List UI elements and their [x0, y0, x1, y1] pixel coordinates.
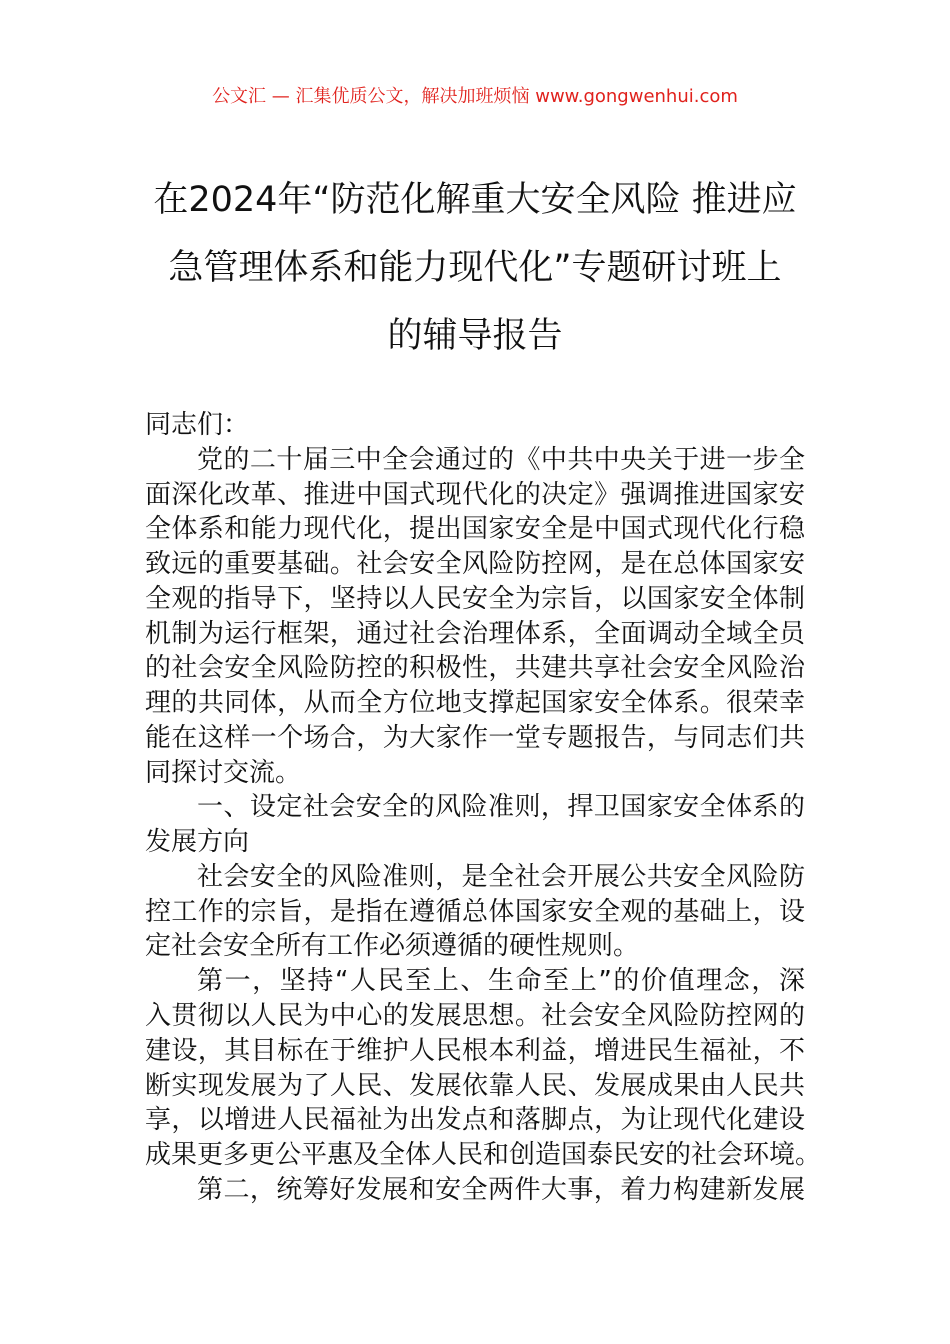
- paragraph: [145, 1173, 805, 1208]
- text-line: 入贯彻以人民为中心的发展思想。社会安全风险防控网的: [145, 1001, 805, 1032]
- text-line: 同探讨交流。: [145, 757, 302, 788]
- title-line: 的辅导报告: [387, 316, 563, 356]
- text-line: 社会安全的风险准则，是全社会开展公共安全风险防: [197, 861, 805, 892]
- text-line: 的社会安全风险防控的积极性，共建共享社会安全风险治: [145, 653, 805, 684]
- text-line: 第二，统筹好发展和安全两件大事，着力构建新发展: [197, 1174, 805, 1205]
- text-line: 发展方向: [145, 827, 250, 858]
- title-line: 在2024年“防范化解重大安全风险 推进应: [153, 180, 797, 220]
- paragraph: [145, 860, 805, 964]
- text-line: 面深化改革、推进中国式现代化的决定》强调推进国家安: [145, 479, 805, 510]
- text-line: 享，以增进人民福祉为出发点和落脚点，为让现代化建设: [145, 1105, 805, 1136]
- text-line: 理的共同体，从而全方位地支撑起国家安全体系。很荣幸: [145, 688, 805, 719]
- text-line: 定社会安全所有工作必须遵循的硬性规则。: [145, 931, 640, 962]
- text-line: 机制为运行框架，通过社会治理体系，全面调动全域全员: [145, 618, 805, 649]
- text-line: 全观的指导下，坚持以人民安全为宗旨，以国家安全体制: [145, 583, 805, 614]
- document-title: [120, 166, 830, 370]
- paragraph: [145, 790, 805, 860]
- text-line: 建设，其目标在于维护人民根本利益，增进民生福祉，不: [145, 1035, 805, 1066]
- text-line: 断实现发展为了人民、发展依靠人民、发展成果由人民共: [145, 1070, 805, 1101]
- document-body: [145, 408, 822, 1208]
- text-line: 成果更多更公平惠及全体人民和创造国泰民安的社会环境。: [145, 1140, 822, 1171]
- paragraph: [145, 443, 805, 791]
- salutation: [145, 408, 805, 443]
- watermark-header: 公文汇 — 汇集优质公文，解决加班烦恼 www.gongwenhui.com: [212, 86, 738, 107]
- text-line: 党的二十届三中全会通过的《中共中央关于进一步全: [197, 444, 805, 475]
- text-line: 一、设定社会安全的风险准则，捍卫国家安全体系的: [197, 792, 805, 823]
- text-line: 全体系和能力现代化，提出国家安全是中国式现代化行稳: [145, 514, 805, 545]
- title-line: 急管理体系和能力现代化”专题研讨班上: [168, 248, 782, 288]
- text-line: 第一，坚持“人民至上、生命至上”的价值理念，深: [197, 966, 805, 997]
- paragraph: [145, 964, 822, 1173]
- text-line: 能在这样一个场合，为大家作一堂专题报告，与同志们共: [145, 722, 805, 753]
- text-line: 控工作的宗旨，是指在遵循总体国家安全观的基础上，设: [145, 896, 805, 927]
- text-line: 致远的重要基础。社会安全风险防控网，是在总体国家安: [145, 549, 805, 580]
- text-line: 同志们：: [145, 410, 250, 440]
